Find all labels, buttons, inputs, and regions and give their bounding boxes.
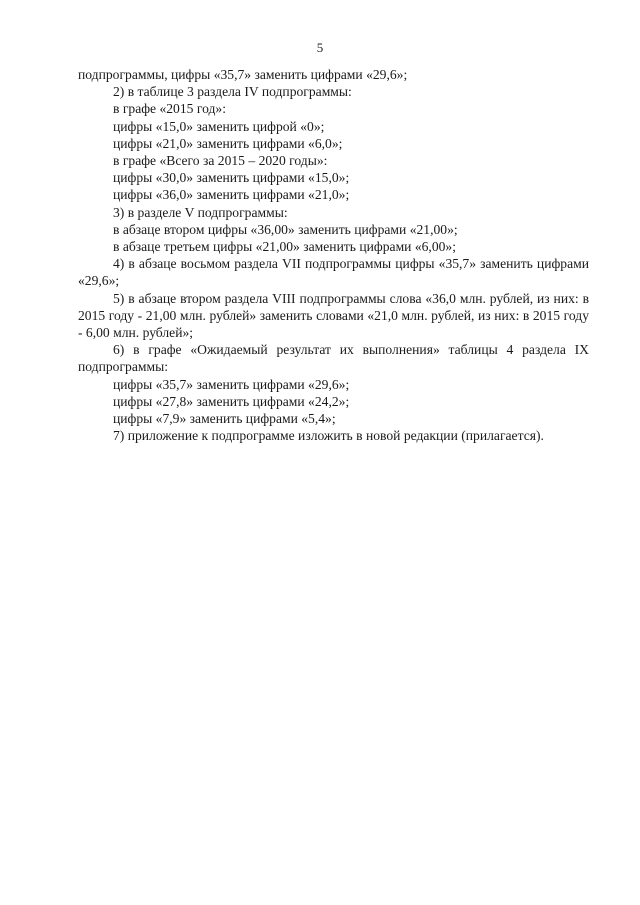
text-line: в абзаце втором цифры «36,00» заменить цифрами «21,00»; <box>113 221 458 237</box>
text-line: цифры «35,7» заменить цифрами «29,6»; <box>113 376 350 392</box>
text-line: цифры «7,9» заменить цифрами «5,4»; <box>113 411 336 427</box>
text-line: цифры «36,0» заменить цифрами «21,0»; <box>113 187 350 203</box>
text-line: в абзаце третьем цифры «21,00» заменить цифрами «6,00»; <box>113 239 457 255</box>
text-line: цифры «15,0» заменить цифрой «0»; <box>113 118 325 134</box>
text-line: 3) в разделе V подпрограммы: <box>113 204 288 220</box>
text-line: 7) приложение к подпрограмме изложить в новой редакции (прилагается). <box>113 428 544 444</box>
text-line: подпрограммы, цифры «35,7» заменить цифрами «29,6»; <box>78 67 408 82</box>
text-line: цифры «27,8» заменить цифрами «24,2»; <box>113 393 350 409</box>
page-number: 5 <box>316 40 324 55</box>
text-line: в графе «Всего за 2015 – 2020 годы»: <box>113 153 328 169</box>
document-body <box>78 66 589 444</box>
text-line: в графе «2015 год»: <box>113 101 226 117</box>
text-line: цифры «21,0» заменить цифрами «6,0»; <box>113 135 343 151</box>
text-line: цифры «30,0» заменить цифрами «15,0»; <box>113 170 350 186</box>
text-line: 2) в таблице 3 раздела IV подпрограммы: <box>113 84 352 100</box>
text-paragraph: 4) в абзаце восьмом раздела VII подпрограммы цифры «35,7» заменить цифрами «29,6»; <box>78 256 589 289</box>
text-paragraph: 5) в абзаце втором раздела VIII подпрограммы слова «36,0 млн. рублей, из них: в 2015 году - 21,00 млн. рублей» заменить словами «21,0 млн. рублей, из них: в 2015 году - 6,00 млн. рублей»; <box>78 290 589 341</box>
text-paragraph: 6) в графе «Ожидаемый результат их выполнения» таблицы 4 раздела IX подпрограммы: <box>78 342 589 375</box>
